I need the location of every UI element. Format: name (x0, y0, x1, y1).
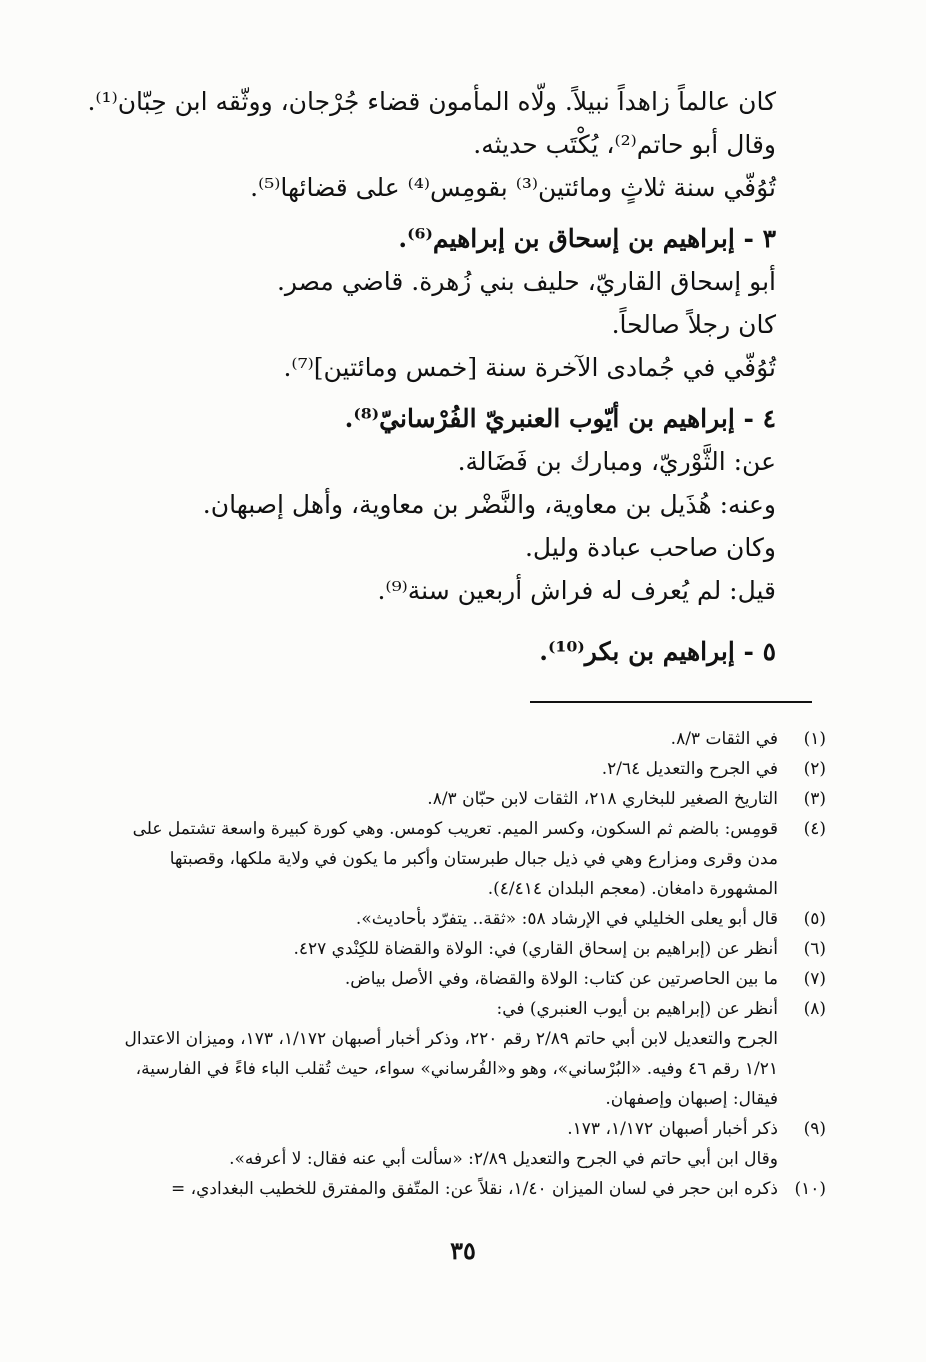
footnote-number (778, 1144, 826, 1174)
footnote-continuation (110, 1144, 826, 1174)
footnote-text: وقال ابن أبي حاتم في الجرح والتعديل ٢/٨٩: «سألت أبي عنه فقال: لا أعرفه». (229, 1149, 778, 1169)
footnote (110, 724, 826, 754)
footnote-number: (٤) (803, 819, 826, 839)
footnote-number: (٦) (803, 939, 826, 959)
footnote-text: التاريخ الصغير للبخاري ٢١٨، الثقات لابن حبّان ٨/٣. (427, 789, 778, 809)
page-number: ٣٥ (450, 1236, 476, 1265)
footnote (110, 964, 826, 994)
entry-heading: ٥ - إبراهيم بن بكر⁽¹⁰⁾. (539, 637, 776, 666)
footnote-text: في الجرح والتعديل ٢/٦٤. (601, 759, 778, 779)
text-line: وعنه: هُذَيل بن معاوية، والنَّضْر بن معاوية، وأهل إصبهان. (202, 490, 776, 519)
footnote-number: (٨) (803, 999, 826, 1019)
text-line: كان عالماً زاهداً نبيلاً. ولّاه المأمون قضاء جُرْجان، ووثّقه ابن حِبّان⁽¹⁾. (87, 87, 776, 116)
main-text (87, 80, 776, 673)
footnote (110, 754, 826, 784)
text-line: كان رجلاً صالحاً. (611, 310, 776, 339)
entry-heading: ٤ - إبراهيم بن أيّوب العنبريّ الفُرْسانيّ⁽⁸⁾. (344, 404, 776, 433)
text-line: عن: الثَّوْريّ، ومبارك بن فَضَالة. (457, 447, 776, 476)
footnote-text: أنظر عن (إبراهيم بن إسحاق القاري) في: الولاة والقضاة للكِنْدي ٤٢٧. (293, 939, 778, 959)
footnote-number: (١٠) (794, 1179, 826, 1199)
footnote (110, 994, 826, 1024)
footnote-text: ذكره ابن حجر في لسان الميزان ١/٤٠، نقلاً عن: المتّفق والمفترق للخطيب البغدادي، = (170, 1179, 778, 1199)
text-line: قيل: لم يُعرف له فراش أربعين سنة⁽⁹⁾. (377, 576, 776, 605)
footnote (110, 1174, 826, 1204)
footnote (110, 784, 826, 814)
footnote-number: (٥) (803, 909, 826, 929)
footnote-number: (٢) (803, 759, 826, 779)
footnotes (110, 724, 826, 1204)
footnote-text: أنظر عن (إبراهيم بن أيوب العنبري) في: (496, 999, 778, 1019)
footnote-number (778, 1024, 826, 1114)
entry-heading: ٣ - إبراهيم بن إسحاق بن إبراهيم⁽⁶⁾. (398, 224, 776, 253)
footnote-number: (٣) (803, 789, 826, 809)
text-line: أبو إسحاق القاريّ، حليف بني زُهرة. قاضي مصر. (276, 267, 776, 296)
text-line: وكان صاحب عبادة وليل. (524, 533, 776, 562)
footnote (110, 934, 826, 964)
footnote (110, 814, 826, 904)
footnote (110, 1114, 826, 1144)
footnote-separator (530, 701, 812, 703)
text-line: تُوُفّي سنة ثلاثٍ ومائتين⁽³⁾ بقومِس⁽⁴⁾ على قضائها⁽⁵⁾. (250, 173, 776, 202)
footnote-number: (٧) (803, 969, 826, 989)
footnote (110, 904, 826, 934)
footnote-text: قال أبو يعلى الخليلي في الإرشاد ٥٨: «ثقة.. يتفرّد بأحاديث». (355, 909, 778, 929)
text-line: وقال أبو حاتم⁽²⁾، يُكْتَب حديثه. (473, 130, 776, 159)
footnote-number: (١) (803, 729, 826, 749)
footnote-text: ذكر أخبار أصبهان ١/١٧٢، ١٧٣. (567, 1119, 778, 1139)
text-line: تُوُفّي في جُمادى الآخرة سنة [خمس ومائتين]⁽⁷⁾. (283, 353, 776, 382)
footnote-text: الجرح والتعديل لابن أبي حاتم ٢/٨٩ رقم ٢٢٠، وذكر أخبار أصبهان ١/١٧٢، ١٧٣، وميزان الاعتدال ١/٢١ رقم ٤٦ وفيه. «البُرْساني»، وهو و«الفُرساني» سواء، حيث تُقلب الباء فاءً في الفارسية، فيقال: إصبهان وإصفهان. (124, 1029, 778, 1109)
footnote-continuation (110, 1024, 826, 1114)
footnote-text: قومِس: بالضم ثم السكون، وكسر الميم. تعريب كومس. وهي كورة كبيرة واسعة تشتمل على مدن وقرى ومزارع وهي في ذيل جبال طبرستان وأكبر ما يكون في ولاية ملكها، وقصبتها المشهورة دامغان. (معجم البلدان ٤/٤١٤). (132, 819, 778, 899)
footnote-text: في الثقات ٨/٣. (670, 729, 778, 749)
footnote-text: ما بين الحاصرتين عن كتاب: الولاة والقضاة، وفي الأصل بياض. (344, 969, 778, 989)
footnote-number: (٩) (803, 1119, 826, 1139)
